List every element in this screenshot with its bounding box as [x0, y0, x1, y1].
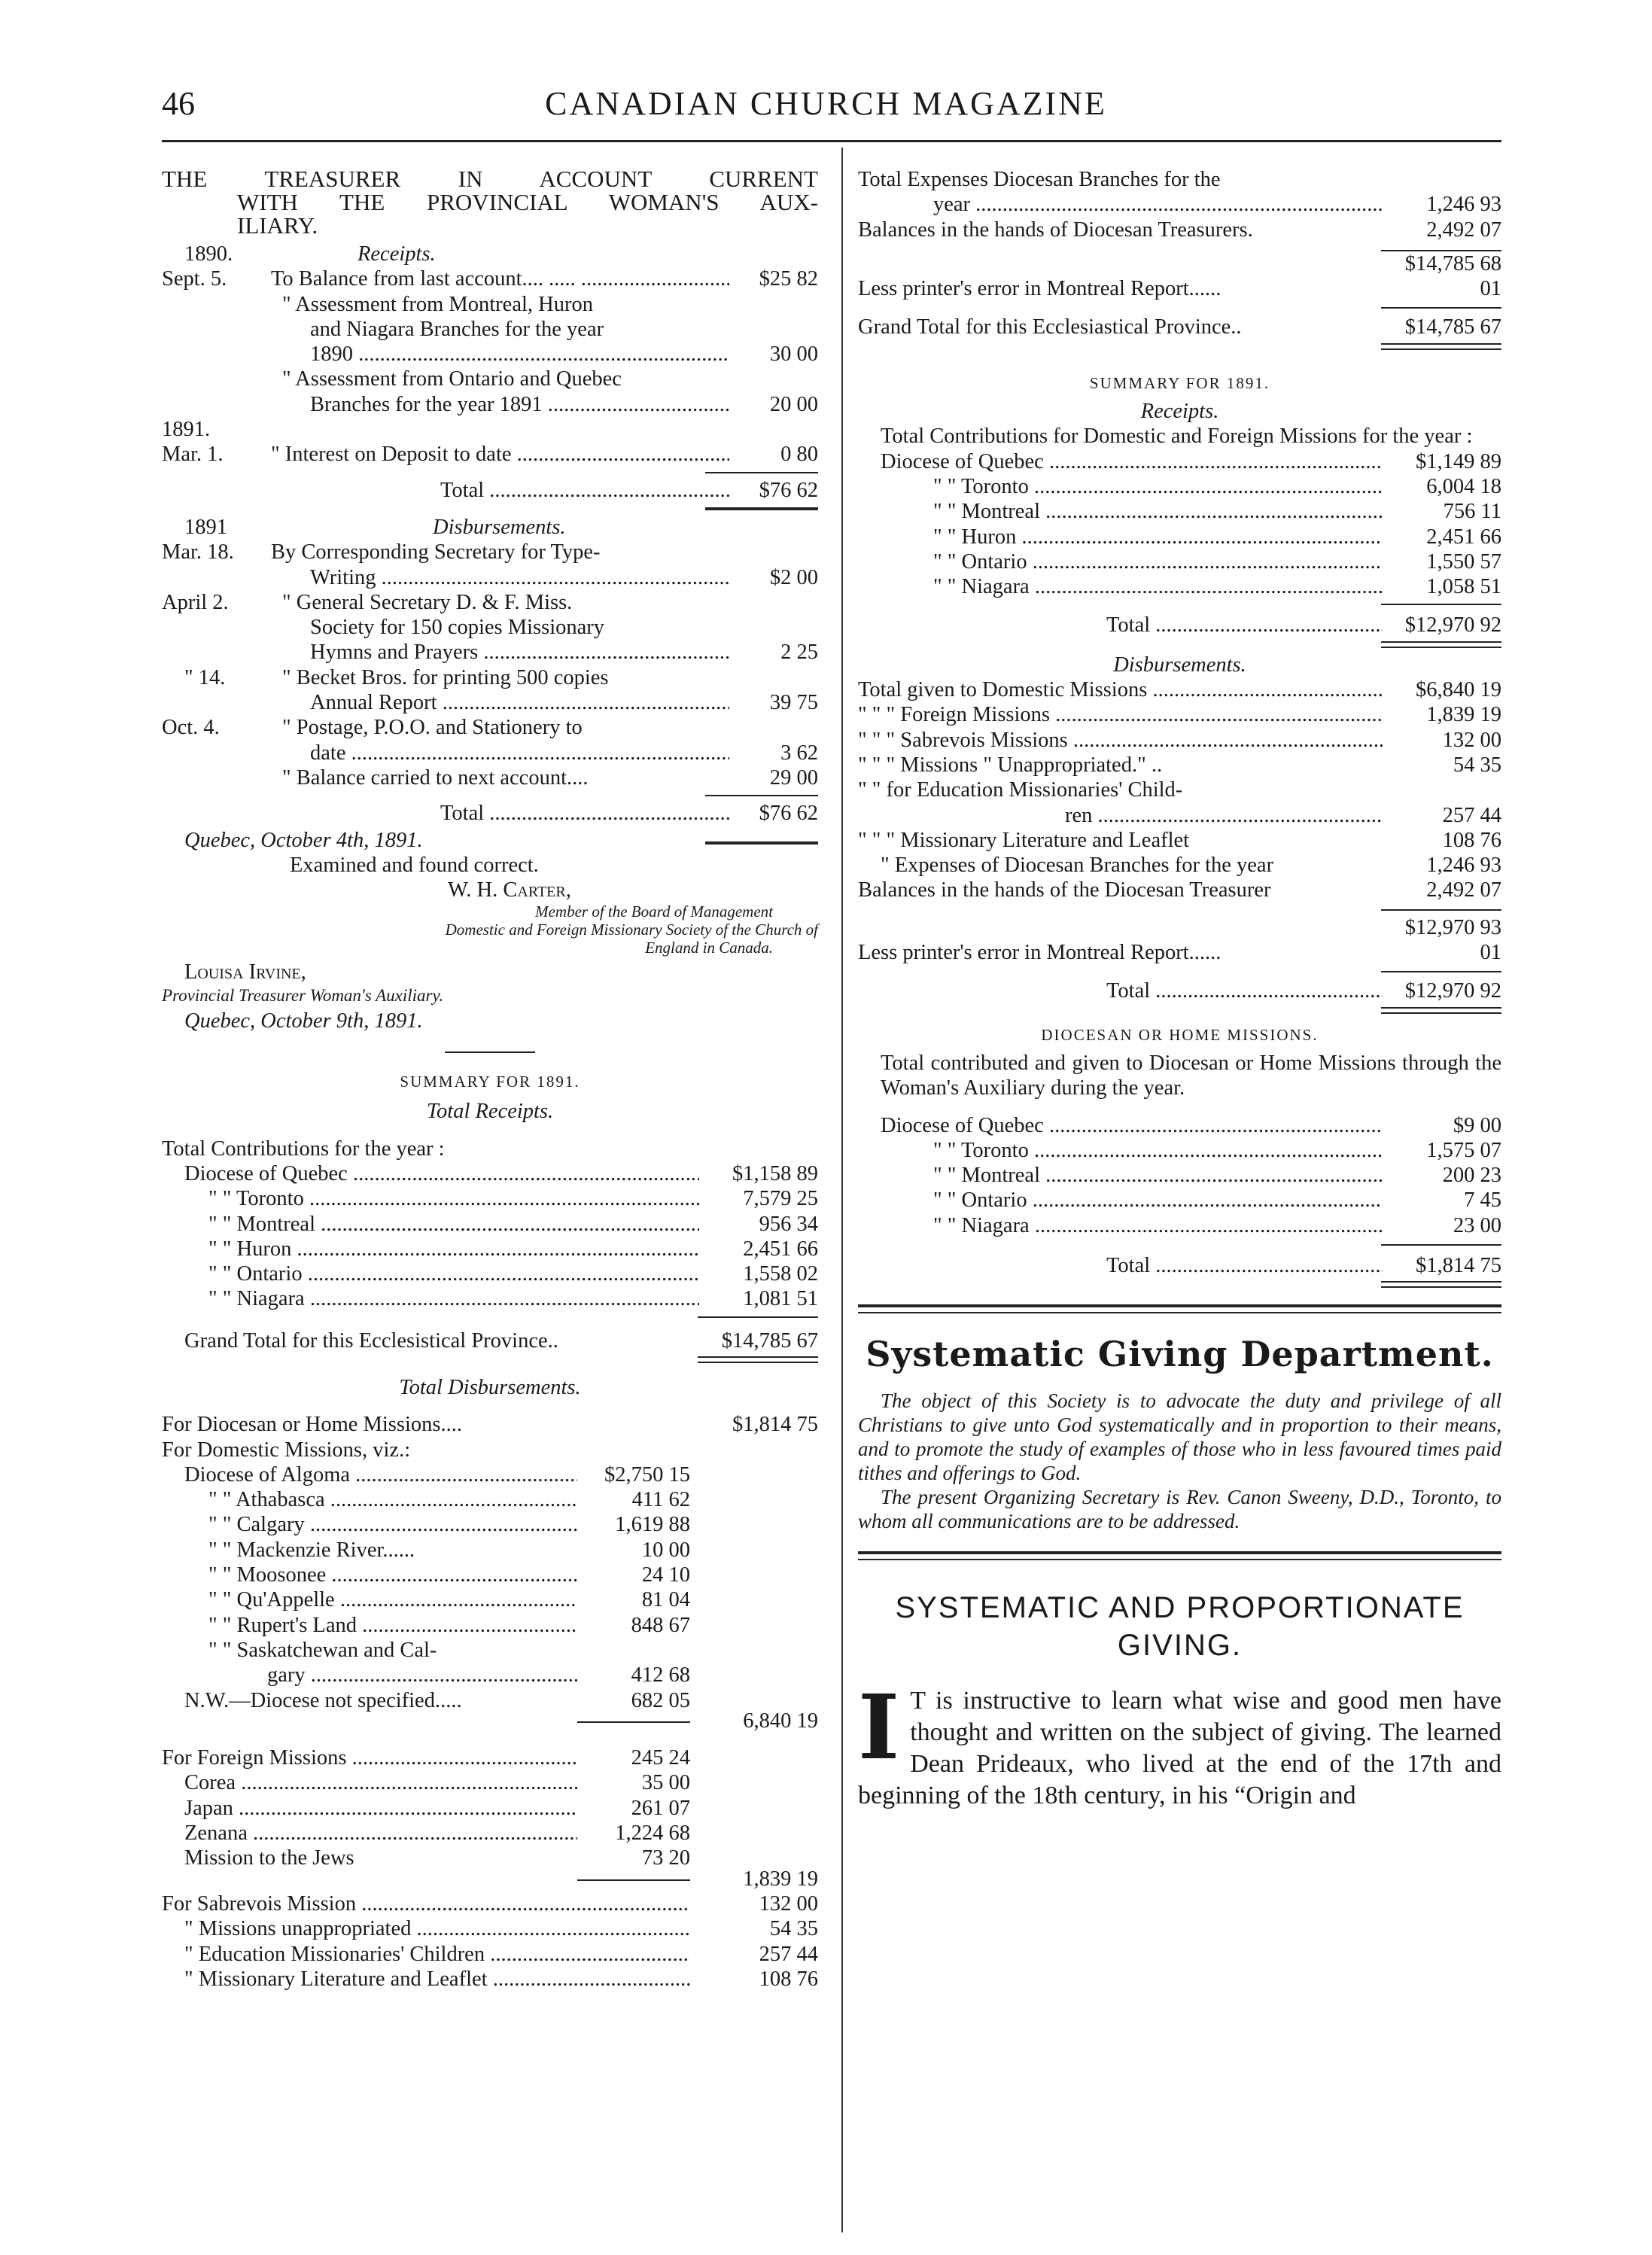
- column-divider: [841, 148, 843, 2232]
- article-title: SYSTEMATIC AND PROPORTIONATE GIVING.: [895, 1590, 1465, 1662]
- list-item: N.W.—Diocese not specified..... 682 05: [184, 1688, 690, 1712]
- running-head: CANADIAN CHURCH MAGAZINE: [545, 85, 1107, 122]
- list-item: " Missionary Literature and Leaflet ..... 108 76: [162, 1967, 818, 1992]
- list-item: " " Moosonee ..... 24 10: [162, 1563, 818, 1587]
- expenses-row: year ..... 1,246 93: [858, 192, 1501, 217]
- list-item: Oct. 4. " Postage, P.O.O. and Stationery to date ..... 3 62: [162, 715, 818, 765]
- diocesan-total: Total ..... $1,814 75: [858, 1253, 1501, 1278]
- sign-place-2: Quebec, October 9th, 1891.: [184, 1009, 423, 1033]
- section-separator: [858, 1551, 1501, 1560]
- domestic-label: For Domestic Missions, viz.:: [162, 1438, 411, 1462]
- list-item: " " for Education Missionaries' Child-: [858, 778, 1183, 802]
- list-item: Diocese of Quebec ..... $1,158 89: [162, 1161, 818, 1186]
- disbursements-heading-row: 1891 Disbursements.: [184, 515, 566, 539]
- list-item: " Missions unappropriated ..... 54 35: [162, 1916, 818, 1941]
- contributions-total: Total ..... $12,970 92: [858, 613, 1501, 638]
- list-item: Total given to Domestic Missions ..... $6,840 19: [858, 677, 1501, 702]
- disbursements-list: [162, 540, 818, 790]
- list-item: " " Ontario ..... 1,550 57: [858, 549, 1501, 574]
- list-item: " Assessment from Montreal, Huron and Niagara Branches for the year 1890 ..... 30 00: [162, 292, 818, 367]
- header-rule: [162, 140, 1501, 142]
- grand-total-row: Grand Total for this Ecclesiastical Province.. $14,785 67: [858, 315, 1501, 339]
- list-item: " " " Sabrevois Missions ..... 132 00: [858, 728, 1501, 753]
- list-item: " " Mackenzie River...... 10 00: [208, 1538, 690, 1562]
- diocesan-intro: Total contributed and given to Diocesan or Home Missions through the Woman's Auxiliary during the year.: [881, 1051, 1501, 1100]
- receipts-heading: Receipts.: [1140, 400, 1219, 424]
- carter-title: Member of the Board of Management Domestic and Foreign Missionary Society of the Church of England in Canada.: [445, 902, 818, 957]
- page-number: 46: [162, 85, 195, 122]
- list-item: Zenana ..... 1,224 68: [162, 1821, 818, 1846]
- list-item: Mar. 1. " Interest on Deposit to date ..... 0 80: [162, 442, 818, 467]
- list-item: " " Montreal ..... 200 23: [858, 1163, 1501, 1188]
- list-item: Diocese of Algoma ..... $2,750 15: [162, 1462, 818, 1487]
- list-item: " Education Missionaries' Children ..... 257 44: [162, 1942, 818, 1967]
- subtotal-row: $14,785 68: [1404, 251, 1501, 275]
- grand-total-row: Grand Total for this Ecclesistical Province.. $14,785 67: [184, 1328, 818, 1353]
- list-item: " Expenses of Diocesan Branches for the year 1,246 93: [881, 854, 1501, 878]
- sign-place-1: Quebec, October 4th, 1891.: [162, 828, 818, 853]
- department-heading: Systematic Giving Department.: [866, 1334, 1494, 1375]
- list-item: " " Montreal ..... 956 34: [162, 1212, 818, 1237]
- diocesan-list: [858, 1113, 1501, 1238]
- list-item: " " Toronto ..... 6,004 18: [858, 474, 1501, 499]
- foreign-row: For Foreign Missions ..... 245 24: [162, 1745, 818, 1770]
- irvine-title: Provincial Treasurer Woman's Auxiliary.: [162, 985, 444, 1005]
- list-item: " " Qu'Appelle ..... 81 04: [162, 1587, 818, 1612]
- disbursements-heading: Disbursements.: [1113, 653, 1246, 677]
- examined-note: Examined and found correct.: [290, 853, 539, 877]
- domestic-list: [162, 1462, 818, 1713]
- list-item: Mar. 18. By Corresponding Secretary for Type- Writing ..... $2 00: [162, 540, 818, 590]
- list-item: " " Toronto ..... 1,575 07: [858, 1138, 1501, 1163]
- list-item: Japan ..... 261 07: [162, 1796, 818, 1821]
- list-item: " " Ontario ..... 1,558 02: [162, 1261, 818, 1286]
- right-column: [858, 167, 1501, 1812]
- list-item: Diocese of Quebec ..... $9 00: [858, 1113, 1501, 1138]
- balances-row: Balances in the hands of Diocesan Treasurers. 2,492 07: [858, 218, 1501, 242]
- receipts-heading-row: 1890. Receipts.: [184, 242, 436, 266]
- disbursements-list: [858, 677, 1501, 903]
- list-item: " " " Foreign Missions ..... 1,839 19: [858, 702, 1501, 727]
- printer-error-row: Less printer's error in Montreal Report...... 01: [858, 277, 1501, 301]
- domestic-total-row: 6,840 19: [162, 1713, 818, 1733]
- article-body: I T is instructive to learn what wise and good men have thought and written on the subject of giving. The learned Dean Prideaux, who lived at the end of the 17th and beginning of the 18th century, in his “Origin and: [858, 1674, 1501, 1809]
- department-notice: The object of this Society is to advocate the duty and privilege of all Christians to give unto God systematically and in proportion to their means, and to promote the study of examples of those who in less favoured times paid tithes and offerings to God. The present Organizing Secretary is Rev. Canon Sweeny, D.D., Toronto, to whom all communications are to be addressed.: [858, 1389, 1501, 1532]
- list-item: For Sabrevois Mission ..... 132 00: [162, 1891, 818, 1916]
- list-item: " Balance carried to next account.... 29 00: [282, 765, 818, 790]
- printer-error-row-2: Less printer's error in Montreal Report...... 01: [858, 941, 1501, 965]
- list-item: " " Huron ..... 2,451 66: [858, 525, 1501, 549]
- list-item: " " Rupert's Land ..... 848 67: [162, 1613, 818, 1638]
- irvine-signature: Louisa Irvine,: [184, 960, 306, 984]
- list-item: " " Saskatchewan and Cal-: [208, 1638, 437, 1662]
- receipts-total: Total ..... $76 62: [162, 478, 818, 503]
- list-item: " " Athabasca ..... 411 62: [162, 1487, 818, 1512]
- list-item: " " " Missionary Literature and Leaflet 108 76: [858, 828, 1501, 852]
- expenses-label: Total Expenses Diocesan Branches for the: [858, 168, 1221, 191]
- list-item: " " Niagara ..... 1,081 51: [162, 1286, 818, 1311]
- list-item: April 2. " General Secretary D. & F. Miss. Society for 150 copies Missionary Hymns and Prayers ..... 2 25: [162, 590, 818, 665]
- list-item: " " Toronto ..... 7,579 25: [162, 1186, 818, 1211]
- receipts-list: [162, 266, 818, 467]
- list-item: gary ..... 412 68: [162, 1663, 818, 1687]
- diocesan-heading: DIOCESAN OR HOME MISSIONS.: [1041, 1025, 1319, 1044]
- summary-heading: SUMMARY FOR 1891.: [400, 1073, 580, 1091]
- total-receipts-heading: Total Receipts.: [426, 1100, 554, 1124]
- list-item: " " " Missions " Unappropriated." .. 54 35: [858, 753, 1501, 777]
- contributions-label: Total Contributions for Domestic and Foreign Missions for the year :: [881, 425, 1473, 449]
- foreign-list: [162, 1770, 818, 1870]
- list-item: Mission to the Jews 73 20: [184, 1846, 690, 1870]
- left-column: [162, 167, 818, 1992]
- section-separator: [858, 1304, 1501, 1313]
- disbursements-total: Total ..... $12,970 92: [858, 978, 1501, 1003]
- list-item: " " Calgary ..... 1,619 88: [162, 1512, 818, 1537]
- list-item: Sept. 5. To Balance from last account.... ..... ..... $25 82: [162, 266, 818, 291]
- other-missions-list: [162, 1891, 818, 1992]
- carter-signature: W. H. Carter,: [448, 878, 571, 902]
- year-label: 1891.: [162, 418, 211, 442]
- list-item: Diocese of Quebec ..... $1,149 89: [858, 449, 1501, 474]
- contributions-list: [162, 1161, 818, 1312]
- contributions-label: Total Contributions for the year :: [162, 1137, 445, 1161]
- list-item: " " Niagara ..... 1,058 51: [858, 574, 1501, 599]
- contributions-list: [858, 449, 1501, 600]
- list-item: " " Huron ..... 2,451 66: [162, 1237, 818, 1261]
- account-title: THE TREASURER IN ACCOUNT CURRENT WITH THE PROVINCIAL WOMAN'S AUX- ILIARY.: [162, 167, 818, 237]
- disbursements-total: Total ..... $76 62: [162, 801, 818, 826]
- drop-cap: I: [858, 1674, 900, 1779]
- disb-subtotal-row: $12,970 93: [1404, 915, 1501, 939]
- list-item: Balances in the hands of the Diocesan Treasurer 2,492 07: [858, 878, 1501, 902]
- list-item: " 14. " Becket Bros. for printing 500 copies Annual Report ..... 39 75: [162, 665, 818, 716]
- list-item: " " Niagara ..... 23 00: [858, 1213, 1501, 1238]
- list-item: " Assessment from Ontario and Quebec Branches for the year 1891 ..... 20 00: [162, 367, 818, 417]
- list-item: Corea ..... 35 00: [162, 1770, 818, 1795]
- diocesan-row: For Diocesan or Home Missions.... $1,814 75: [162, 1413, 818, 1437]
- foreign-total-row: 1,839 19: [162, 1871, 818, 1891]
- list-item: ren ..... 257 44: [858, 803, 1501, 828]
- list-item: " " Montreal ..... 756 11: [858, 499, 1501, 524]
- total-disbursements-heading: Total Disbursements.: [399, 1375, 581, 1399]
- list-item: " " Ontario ..... 7 45: [858, 1188, 1501, 1213]
- summary-heading: SUMMARY FOR 1891.: [1089, 373, 1270, 392]
